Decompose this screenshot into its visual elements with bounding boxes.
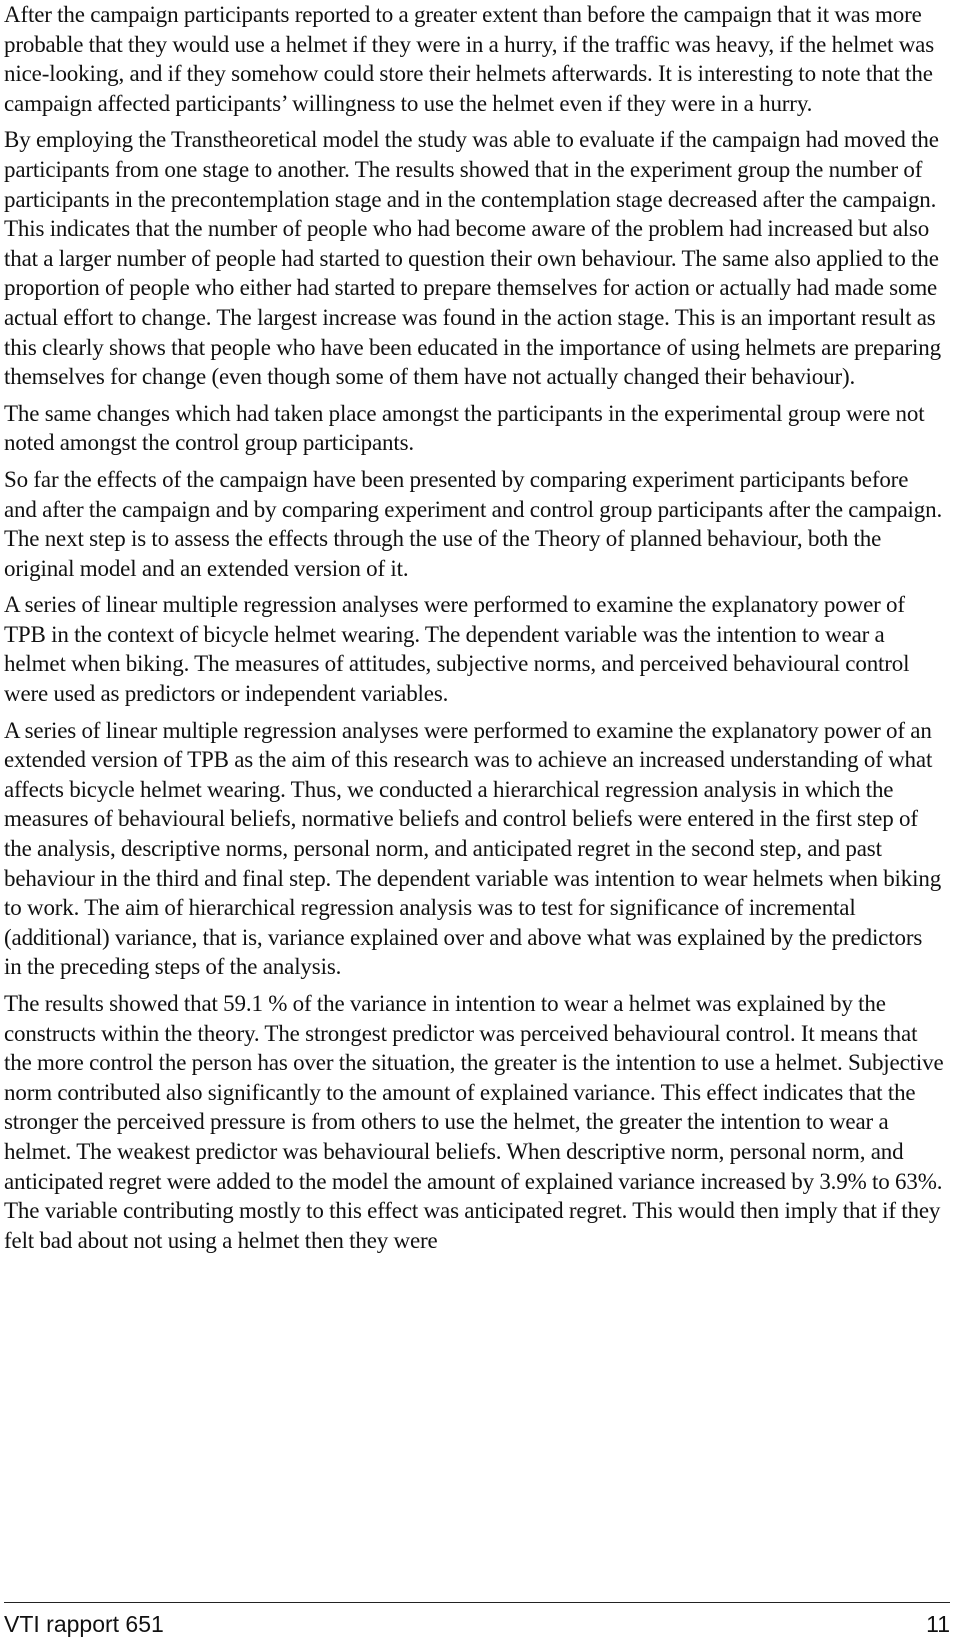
paragraph-tpb-regression: A series of linear multiple regression analyses were performed to examine the explanatory power of TPB in the context of bicycle helmet wearing. The dependent variable was the intention to wear a helmet when biking. The measures of attitudes, subjective norms, and perceived behavioural control were used as predictors or independent variables. [4,592,910,707]
paragraph-next-step: So far the effects of the campaign have been presented by comparing experiment participants before and after the campaign and by comparing experiment and control group participants after the campaign. The next step is to assess the effects through the use of the Theory of planned behaviour, both the original model and an extended version of it. [4,466,943,581]
paragraph-results: The results showed that 59.1 % of the variance in intention to wear a helmet was explained by the constructs within the theory. The strongest predictor was perceived behavioural control. It means that the more control the person has over the situation, the greater is the intention to use a helmet. Subjective norm contributed also significantly to the amount of explained variance. This effect indicates that the stronger the perceived pressure is from others to use the helmet, the greater the intention to wear a helmet. The weakest predictor was behavioural beliefs. When descriptive norm, personal norm, and anticipated regret were added to the model the amount of explained variance increased by 3.9% to 63%. The variable contributing mostly to this effect was anticipated regret. This would then imply that if they felt bad about not using a helmet then they were [4,991,944,1253]
paragraph-control-group: The same changes which had taken place amongst the participants in the experimental group were not noted amongst the control group participants. [4,400,925,456]
paragraph-transtheoretical-model: By employing the Transtheoretical model the study was able to evaluate if the campaign had moved the participants from one stage to another. The results showed that in the experiment group the number of participants in the precontemplation stage and in the contemplation stage decreased after the campaign. This indicates that the number of people who had become aware of the problem had increased but also that a larger number of people had started to question their own behaviour. The same also applied to the proportion of people who either had started to prepare themselves for action or actually had made some actual effort to change. The largest increase was found in the action stage. This is an important result as this clearly shows that people who have been educated in the importance of using helmets are preparing themselves for change (even though some of them have not actually changed their behaviour). [4,127,941,390]
paragraph-campaign-hurry: After the campaign participants reported to a greater extent than before the campaign that it was more probable that they would use a helmet if they were in a hurry, if the traffic was heavy, if the helmet was nice-looking, and if they somehow could store their helmets afterwards. It is interesting to note that the campaign affected participants’ willingness to use the helmet even if they were in a hurry. [4,2,935,116]
report-name: VTI rapport 651 [4,1611,164,1637]
page-footer [4,1602,950,1643]
body-text [4,0,944,1262]
page-number: 11 [926,1611,950,1637]
paragraph-extended-tpb-regression: A series of linear multiple regression analyses were performed to examine the explanatory power of an extended version of TPB as the aim of this research was to achieve an increased understanding of what affects bicycle helmet wearing. Thus, we conducted a hierarchical regression analysis in which the measures of behavioural beliefs, normative beliefs and control beliefs were entered in the first step of the analysis, descriptive norms, personal norm, and anticipated regret in the second step, and past behaviour in the third and final step. The dependent variable was intention to wear helmets when biking to work. The aim of hierarchical regression analysis was to test for significance of incremental (additional) variance, that is, variance explained over and above what was explained by the predictors in the preceding steps of the analysis. [4,717,942,980]
